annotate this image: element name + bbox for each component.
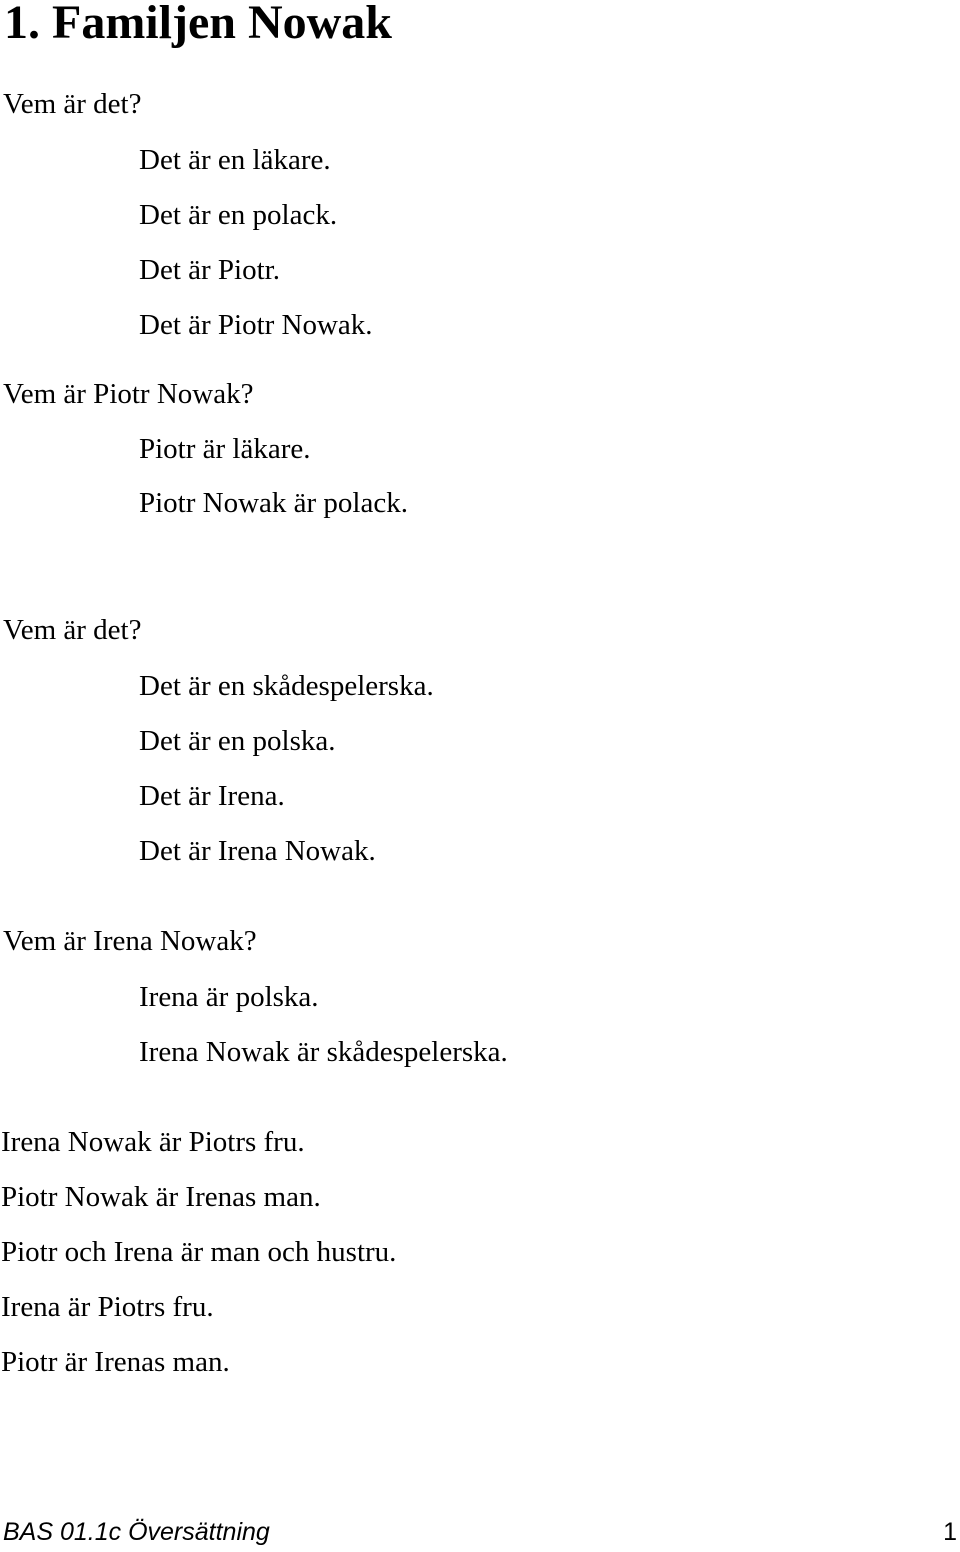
statement-5: Piotr är Irenas man. [1, 1346, 230, 1378]
statement-3: Piotr och Irena är man och hustru. [1, 1236, 397, 1268]
answer-3-2: Det är en polska. [139, 725, 336, 757]
statement-2: Piotr Nowak är Irenas man. [1, 1181, 321, 1213]
answer-1-4: Det är Piotr Nowak. [139, 309, 373, 341]
answer-3-3: Det är Irena. [139, 780, 285, 812]
question-4: Vem är Irena Nowak? [3, 925, 257, 957]
footer-label: BAS 01.1c Översättning [3, 1518, 270, 1546]
statement-4: Irena är Piotrs fru. [1, 1291, 214, 1323]
answer-4-2: Irena Nowak är skådespelerska. [139, 1036, 508, 1068]
answer-2-2: Piotr Nowak är polack. [139, 487, 408, 519]
statement-1: Irena Nowak är Piotrs fru. [1, 1126, 305, 1158]
question-2: Vem är Piotr Nowak? [3, 378, 254, 410]
question-3: Vem är det? [3, 614, 142, 646]
answer-2-1: Piotr är läkare. [139, 433, 311, 465]
page-number: 1 [943, 1518, 957, 1546]
answer-3-4: Det är Irena Nowak. [139, 835, 376, 867]
page-title: 1. Familjen Nowak [4, 0, 392, 49]
answer-3-1: Det är en skådespelerska. [139, 670, 434, 702]
answer-1-1: Det är en läkare. [139, 144, 331, 176]
answer-1-2: Det är en polack. [139, 199, 338, 231]
answer-4-1: Irena är polska. [139, 981, 319, 1013]
question-1: Vem är det? [3, 88, 142, 120]
answer-1-3: Det är Piotr. [139, 254, 280, 286]
